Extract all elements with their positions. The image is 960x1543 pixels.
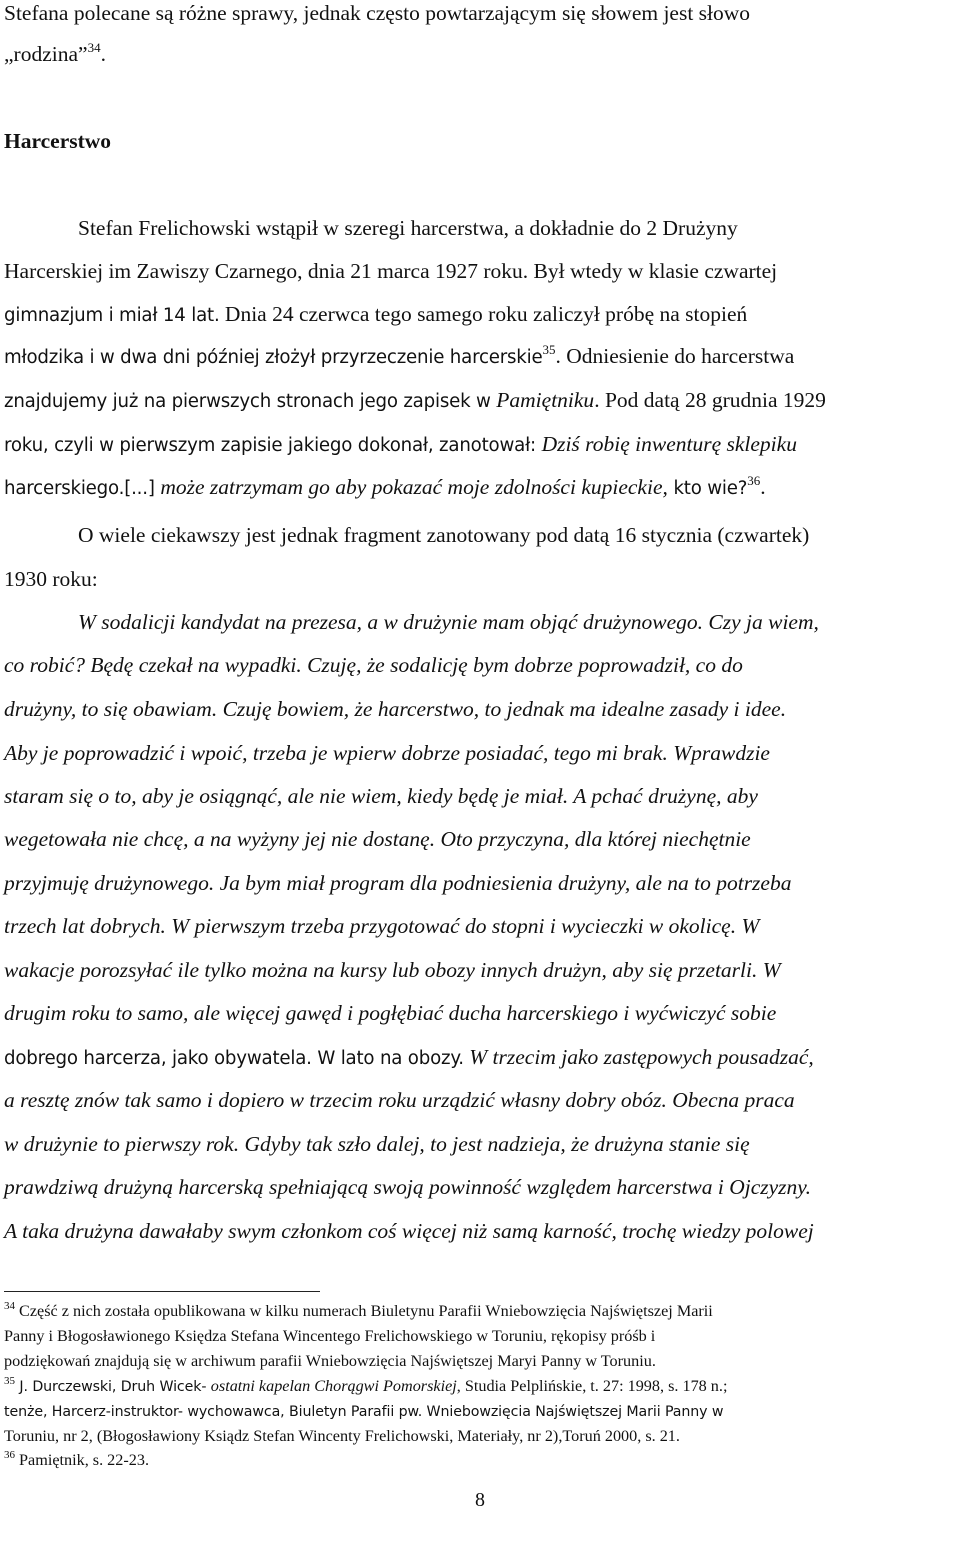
footnote-35-line-3 [4, 1426, 680, 1446]
quote-line-7 [4, 870, 791, 896]
text-span: . Pod datą 28 grudnia 1929 [594, 388, 826, 412]
paragraph-1-line-2 [4, 258, 777, 284]
quote-line-15 [4, 1218, 814, 1244]
text-span: prawdziwą drużyną harcerską spełniającą swoją powinność względem harcerstwa i Ojczyzny. [4, 1175, 812, 1199]
section-title: Harcerstwo [4, 129, 112, 153]
italic-span: Pamiętniku [496, 388, 595, 412]
intro-line-1 [4, 0, 750, 26]
italic-span: ostatni kapelan Chorągwi Pomorskiej [210, 1377, 457, 1395]
footnote-34-line-1 [4, 1301, 713, 1321]
text-span: Część z nich została opublikowana w kilku numerach Biuletynu Parafii Wniebowzięcia Najświętszej Marii [15, 1302, 713, 1320]
quote-line-6 [4, 826, 751, 852]
paragraph-1-line-1 [78, 215, 738, 241]
footnote-35-line-2 [4, 1401, 723, 1422]
text-span: Aby je poprowadzić i wpoić, trzeba je wpierw dobrze posiadać, tego mi brak. Wprawdzie [4, 741, 770, 765]
quote-line-9 [4, 957, 781, 983]
paragraph-2-line-1 [78, 522, 809, 548]
paragraph-1-line-3 [4, 301, 747, 329]
quote-line-4 [4, 740, 770, 766]
footnote-separator [4, 1291, 320, 1292]
text-span: Harcerskiej im Zawiszy Czarnego, dnia 21 marca 1927 roku. Był wtedy w klasie czwartej [4, 259, 778, 283]
text-span: „rodzina” [4, 42, 88, 66]
text-span: harcerskiego.[...] [4, 478, 161, 499]
text-span: podziękowań znajdują się w archiwum parafii Wniebowzięcia Najświętszej Maryi Panny w Toruniu. [4, 1352, 656, 1370]
text-span: Dnia 24 czerwca tego samego roku zaliczył próbę na stopień [219, 302, 748, 326]
text-span: 1930 roku: [4, 567, 98, 591]
text-span: wakacje porozsyłać ile tylko można na kursy lub obozy innych drużyn, aby się przetarli. W [4, 958, 781, 982]
paragraph-2-line-2 [4, 566, 98, 592]
text-span: Panny i Błogosławionego Księdza Stefana Wincentego Frelichowskiego w Toruniu, rękopisy próśb i [4, 1327, 656, 1345]
footnote-ref-36: 36 [747, 473, 761, 488]
text-span: w drużynie to pierwszy rok. Gdyby tak szło dalej, to jest nadzieja, że drużyna stanie się [4, 1132, 750, 1156]
italic-span: może zatrzymam go aby pokazać moje zdolności kupieckie, [160, 475, 668, 499]
text-span: drugim roku to samo, ale więcej gawęd i pogłębiać ducha harcerskiego i wyćwiczyć sobie [4, 1001, 777, 1025]
quote-line-12 [4, 1087, 795, 1113]
text-span: J. Durczewski, Druh Wicek- [15, 1379, 211, 1395]
page-number: 8 [475, 1489, 485, 1511]
footnote-number: 36 [4, 1449, 15, 1461]
paragraph-1-line-7 [4, 474, 766, 502]
italic-span: Dziś robię inwenturę sklepiku [541, 432, 797, 456]
text-span: roku, czyli w pierwszym zapisie jakiego dokonał, zanotował: [4, 435, 542, 456]
footnote-34-line-3 [4, 1351, 656, 1371]
text-span: tenże, Harcerz-instruktor- wychowawca, Biuletyn Parafii pw. Wniebowzięcia Najświętszej Marii Panny w [4, 1404, 724, 1420]
quote-line-2 [4, 652, 743, 678]
footnote-ref-35: 35 [542, 342, 556, 357]
text-span: przyjmuję drużynowego. Ja bym miał program dla podniesienia drużyny, ale na to potrzeba [4, 871, 792, 895]
text-span: kto wie? [667, 478, 748, 499]
text-span: drużyny, to się obawiam. Czuję bowiem, że harcerstwo, to jednak ma idealne zasady i idee. [4, 697, 787, 721]
text-span: gimnazjum i miał 14 lat. [4, 305, 220, 326]
text-span: A taka drużyna dawałaby swym członkom coś więcej niż samą karność, trochę wiedzy polowej [4, 1219, 814, 1243]
text-span: . [760, 475, 766, 499]
text-span: co robić? Będę czekał na wypadki. Czuję, że sodalicję bym dobrze poprowadził, co do [4, 653, 743, 677]
footnote-number: 34 [4, 1300, 15, 1312]
quote-line-11 [4, 1044, 814, 1072]
paragraph-1-line-4 [4, 343, 794, 371]
footnote-35-line-1 [4, 1376, 727, 1397]
text-span: . Odniesienie do harcerstwa [555, 344, 795, 368]
footnote-34-line-2 [4, 1326, 655, 1346]
text-span: W sodalicji kandydat na prezesa, a w drużynie mam objąć drużynowego. Czy ja wiem, [78, 610, 819, 634]
quote-line-3 [4, 696, 786, 722]
text-span: , Studia Pelplińskie, t. 27: 1998, s. 178 n.; [456, 1377, 728, 1395]
text-span: O wiele ciekawszy jest jednak fragment zanotowany pod datą 16 stycznia (czwartek) [78, 523, 810, 547]
text-span: trzech lat dobrych. W pierwszym trzeba przygotować do stopni i wycieczki w okolicę. W [4, 914, 760, 938]
quote-line-13 [4, 1131, 750, 1157]
text-span: Toruniu, nr 2, (Błogosławiony Ksiądz Stefan Wincenty Frelichowski, Materiały, nr 2),Toruń 2000, s. 21. [4, 1427, 680, 1445]
quote-line-1 [78, 609, 819, 635]
footnote-36-line-1 [4, 1450, 149, 1470]
quote-line-10 [4, 1000, 776, 1026]
text-span: młodzika i w dwa dni później złożył przyrzeczenie harcerskie [4, 347, 543, 368]
intro-line-2 [4, 41, 106, 67]
footnote-number: 35 [4, 1375, 15, 1387]
text-span: a resztę znów tak samo i dopiero w trzecim roku urządzić własny dobry obóz. Obecna praca [4, 1088, 795, 1112]
quote-line-14 [4, 1174, 811, 1200]
paragraph-1-line-5 [4, 387, 826, 415]
text-span: dobrego harcerza, jako obywatela. W lato na obozy. [4, 1048, 464, 1069]
text-span: wegetowała nie chcę, a na wyżyny jej nie dostanę. Oto przyczyna, dla której niechętnie [4, 827, 751, 851]
text-span: . [100, 42, 106, 66]
text-span: staram się o to, aby je osiągnąć, ale nie wiem, kiedy będę je miał. A pchać drużynę, aby [4, 784, 758, 808]
paragraph-1-line-6 [4, 431, 797, 459]
italic-span: W trzecim jako zastępowych pousadzać, [463, 1045, 814, 1069]
quote-line-8 [4, 913, 759, 939]
text-span: znajdujemy już na pierwszych stronach jego zapisek w [4, 391, 497, 412]
text-span: Stefan Frelichowski wstąpił w szeregi harcerstwa, a dokładnie do 2 Drużyny [78, 216, 738, 240]
quote-line-5 [4, 783, 758, 809]
text-span: Stefana polecane są różne sprawy, jednak często powtarzającym się słowem jest słowo [4, 1, 751, 25]
footnote-ref-34: 34 [87, 40, 101, 55]
text-span: Pamiętnik, s. 22-23. [15, 1451, 149, 1469]
